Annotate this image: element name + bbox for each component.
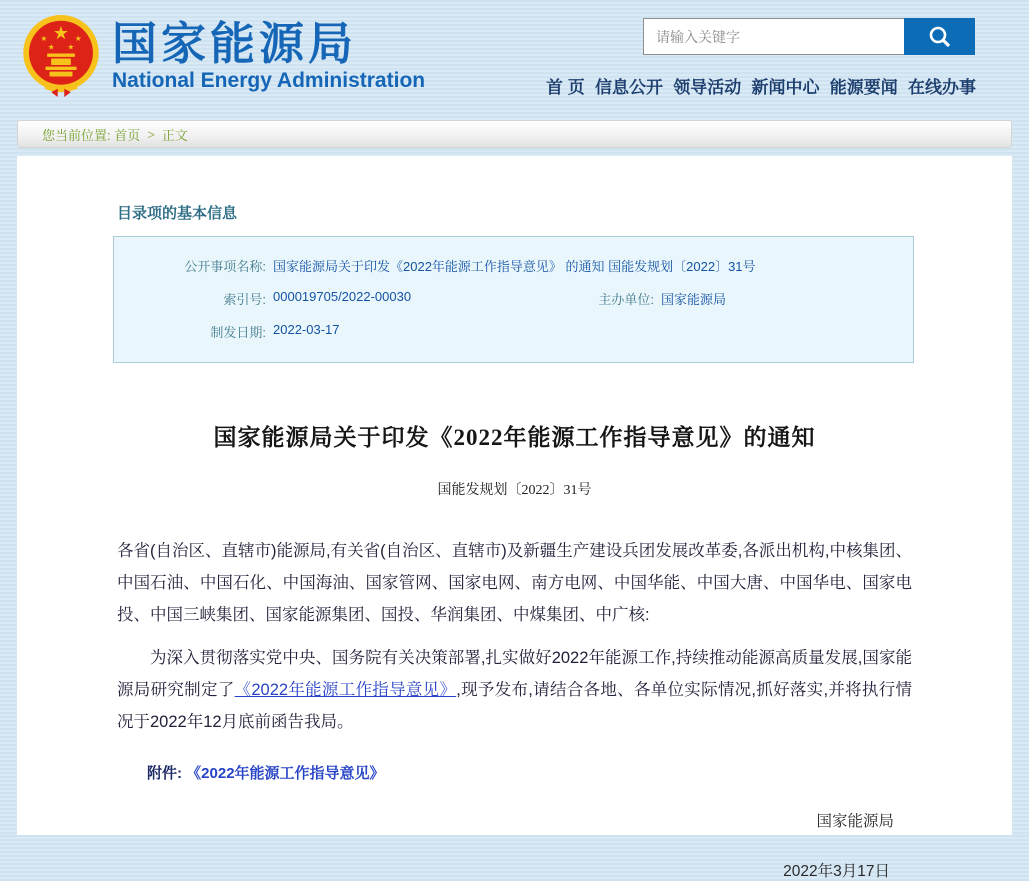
public-item-name-value[interactable]: 国家能源局关于印发《2022年能源工作指导意见》 的通知 国能发规划〔2022〕31号 — [273, 259, 756, 274]
signature-date: 2022年3月17日 — [783, 863, 890, 880]
document-number: 国能发规划〔2022〕31号 — [437, 483, 592, 498]
site-header — [0, 0, 1029, 116]
public-item-name-label: 公开事项名称: — [184, 259, 266, 274]
search-icon — [927, 24, 953, 50]
svg-text:★: ★ — [40, 34, 48, 44]
svg-text:★: ★ — [67, 42, 75, 52]
breadcrumb-current: 正文 — [161, 127, 188, 143]
svg-text:★: ★ — [47, 42, 55, 52]
article-title: 国家能源局关于印发《2022年能源工作指导意见》的通知 — [213, 425, 816, 450]
main-nav — [546, 73, 976, 98]
directory-info-box — [113, 236, 914, 363]
national-emblem-icon — [20, 13, 102, 99]
host-org-label: 主办单位: — [598, 292, 654, 307]
site-title-zh: 国家能源局 — [112, 17, 358, 69]
article-body — [117, 535, 912, 738]
nav-item-home[interactable]: 首 页 — [546, 78, 585, 97]
host-org-value: 国家能源局 — [661, 292, 727, 307]
signature-org: 国家能源局 — [816, 813, 894, 830]
index-number-pair — [114, 289, 544, 308]
directory-info-title: 目录项的基本信息 — [117, 205, 238, 222]
attachment-label: 附件: — [147, 765, 182, 782]
breadcrumb — [17, 120, 1012, 148]
svg-text:★: ★ — [52, 22, 70, 43]
content-panel — [17, 156, 1012, 880]
info-row-index-org — [114, 282, 913, 315]
recipients-paragraph: 各省(自治区、直辖市)能源局,有关省(自治区、直辖市)及新疆生产建设兵团发展改革委,各派出机构,中核集团、中国石油、中国石化、中国海油、国家管网、国家电网、南方电网、中国华能、中国大唐、中国华电、国家电投、中国三峡集团、国家能源集团、国投、华润集团、中煤集团、中广核: — [117, 542, 912, 624]
svg-text:★: ★ — [74, 34, 82, 44]
attachment-link[interactable]: 《2022年能源工作指导意见》 — [186, 765, 385, 782]
site-brand — [20, 13, 425, 99]
attachment-row — [117, 762, 1012, 783]
host-org-pair — [544, 289, 726, 308]
brand-text — [112, 19, 425, 94]
notice-text-pre: 为深入贯彻落实党中央、国务院有关决策部署,扎实做好2022年能源工作,持续推动能源高质量发展,国家能源局研究制定了 — [117, 649, 912, 699]
notice-paragraph — [117, 642, 912, 738]
site-title-en: National Energy Administration — [112, 69, 426, 93]
nav-item-energy-news[interactable]: 能源要闻 — [829, 78, 898, 97]
issue-date-label: 制发日期: — [210, 325, 266, 340]
info-row-issue-date — [114, 315, 913, 348]
index-number-value: 000019705/2022-00030 — [273, 289, 412, 304]
index-number-label: 索引号: — [223, 292, 266, 307]
search-input[interactable] — [643, 18, 904, 55]
search-button[interactable] — [904, 18, 975, 55]
nav-item-online-services[interactable]: 在线办事 — [907, 78, 976, 97]
nav-item-news-center[interactable]: 新闻中心 — [751, 78, 820, 97]
breadcrumb-prefix: 您当前位置: — [42, 127, 111, 143]
search-box — [643, 18, 975, 55]
nav-item-leader-activities[interactable]: 领导活动 — [673, 78, 742, 97]
issue-date-value: 2022-03-17 — [273, 322, 340, 337]
info-row-name — [114, 249, 913, 282]
nav-item-info-disclosure[interactable]: 信息公开 — [594, 78, 663, 97]
breadcrumb-separator: > — [147, 126, 155, 142]
breadcrumb-home-link[interactable]: 首页 — [114, 127, 141, 143]
guideline-inline-link[interactable]: 《2022年能源工作指导意见》 — [234, 681, 457, 699]
notice-text-post: ,现予发布,请结合各地、各单位实际情况,抓好落实,并将执行情况于2022年12月底前函告我局。 — [117, 681, 913, 731]
